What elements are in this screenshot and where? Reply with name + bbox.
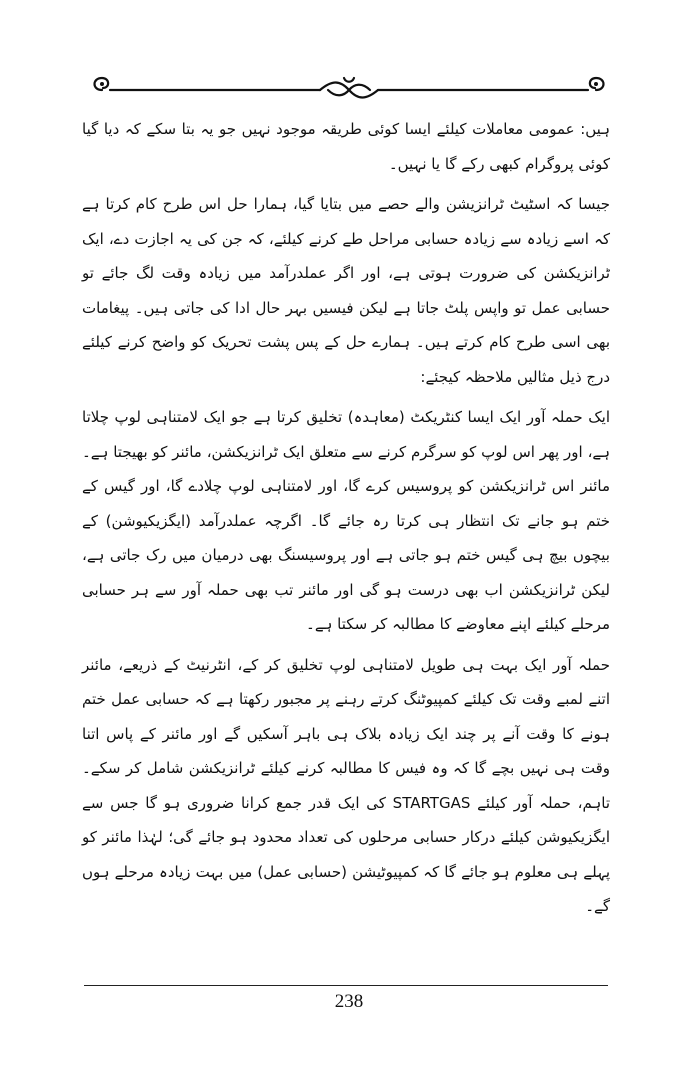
paragraph-3: ایک حملہ آور ایک ایسا کنٹریکٹ (معاہدہ) تخلیق کرتا ہے جو ایک لامتناہی لوپ چلاتا ہے، اور پھر اس لوپ کو سرگرم کرنے سے متعلق ایک ٹرانزیکشن، مائنر کو بھیجتا ہے۔ مائنر اس ٹرانزیکشن کو پروسیس کرے گا، اور لامتناہی لوپ چلادے گا، اور گیس کے ختم ہو جانے تک انتظار ہی کرتا رہ جائے گا۔ اگرچہ عملدرآمد (ایگزیکیوشن) کے بیچوں بیچ ہی گیس ختم ہو جاتی ہے اور پروسیسنگ بھی درمیان میں رک جاتی ہے، لیکن ٹرانزیکشن اب بھی درست ہو گی اور مائنر تب بھی حملہ آور سے ہر حسابی مرحلے کیلئے اپنے معاوضے کا مطالبہ کر سکتا ہے۔ xyxy=(82,408,610,633)
paragraph-1: ہیں: عمومی معاملات کیلئے ایسا کوئی طریقہ موجود نہیں جو یہ بتا سکے کہ دیا گیا کوئی پروگرام کبھی رکے گا یا نہیں۔ xyxy=(82,120,610,173)
ornamental-divider xyxy=(88,70,610,106)
paragraph-4: حملہ آور ایک بہت ہی طویل لامتناہی لوپ تخلیق کر کے، انٹرنیٹ کے ذریعے، مائنر اتنے لمبے وقت تک کیلئے کمپیوٹنگ کرتے رہنے پر مجبور رکھتا ہے کہ حسابی عمل ختم ہونے کا وقت آنے پر چند ایک زیادہ بلاک ہی باہر آسکیں گے اور مائنر کے پاس اتنا وقت ہی نہیں بچے گا کہ وہ فیس کا مطالبہ کرنے کیلئے ٹرانزیکشن شامل کر سکے۔ تاہم، حملہ آور کیلئے STARTGAS کی ایک قدر جمع کرانا ضروری ہو گا جس سے ایگزیکیوشن کیلئے درکار حسابی مرحلوں کی تعداد محدود ہو جائے گی؛ لہٰذا مائنر کو پہلے ہی معلوم ہو جائے گا کہ کمپیوٹیشن (حسابی عمل) میں بہت زیادہ مرحلے ہوں گے۔ xyxy=(82,655,611,915)
main-text xyxy=(82,112,610,930)
paragraph-2: جیسا کہ اسٹیٹ ٹرانزیشن والے حصے میں بتایا گیا، ہمارا حل اس طرح کام کرتا ہے کہ اسے زیادہ سے زیادہ حسابی مراحل طے کرنے کیلئے، کہ جن کی یہ اجازت دے، ایک ٹرانزیکشن کی ضرورت ہوتی ہے، اور اگر عملدرآمد میں زیادہ وقت لگ جائے تو حسابی عمل تو واپس پلٹ جاتا ہے لیکن فیسیں بہر حال ادا کی جاتی ہیں۔ پیغامات بھی اسی طرح کام کرتے ہیں۔ ہمارے حل کے پس پشت تحریک کو واضح کرنے کیلئے درج ذیل مثالیں ملاحظہ کیجئے: xyxy=(82,195,610,386)
footer-rule xyxy=(84,985,608,986)
page-number: 238 xyxy=(334,991,364,1012)
